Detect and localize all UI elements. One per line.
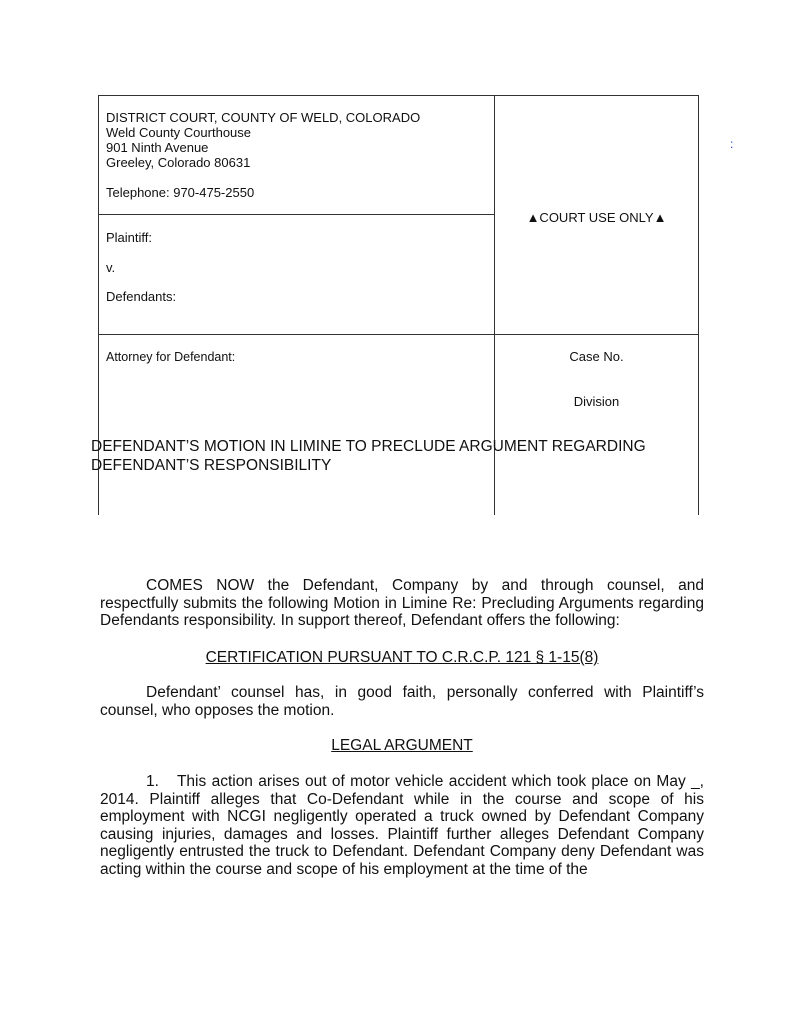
court-use-only-label: ▲COURT USE ONLY▲ [526,210,667,225]
certification-paragraph: Defendant’ counsel has, in good faith, personally conferred with Plaintiff’s counsel, who opposes the motion. [100,684,704,719]
margin-marker: : [730,137,734,151]
paragraph-1 [100,773,704,879]
legal-argument-heading: LEGAL ARGUMENT [331,737,473,754]
court-address-line-3: Greeley, Colorado 80631 [106,155,251,170]
court-name: DISTRICT COURT, COUNTY OF WELD, COLORADO [106,110,421,125]
court-address-line-2: 901 Ninth Avenue [106,140,209,155]
division-label: Division [573,394,620,409]
court-info-block [106,110,420,200]
caption-right-border [698,95,699,515]
caption-court-divider [98,214,495,215]
defendants-label: Defendants: [106,289,177,304]
paragraph-1-number: 1. [146,773,159,790]
court-telephone: Telephone: 970-475-2550 [106,185,255,200]
plaintiff-label: Plaintiff: [106,230,153,245]
motion-title-line-2: DEFENDANT’S RESPONSIBILITY [91,457,332,474]
court-address-line-1: Weld County Courthouse [106,125,252,140]
paragraph-1-text: This action arises out of motor vehicle accident which took place on May _, 2014. Plaintiff alleges that Co-Defendant while in the course and scope of his employment with NCGI negligently operated a truck owned by Defendant Company causing injuries, damages and losses. Plaintiff further alleges Defendant Company negligently entrusted the truck to Defendant. Defendant Company deny Defendant was acting within the course and scope of his employment at the time of the [100,773,704,878]
attorney-label: Attorney for Defendant: [106,350,236,364]
motion-title-line-1: DEFENDANT’S MOTION IN LIMINE TO PRECLUDE ARGUMENT REGARDING [91,438,646,455]
caption-top-border [98,95,699,96]
motion-title [91,437,646,475]
intro-paragraph: COMES NOW the Defendant, Company by and through counsel, and respectfully submits the following Motion in Limine Re: Precluding Arguments regarding Defendants responsibility. In support thereof, Defendant offers the following: [100,577,704,630]
case-number-label: Case No. [569,349,624,364]
caption-parties-divider [98,334,699,335]
certification-heading: CERTIFICATION PURSUANT TO C.R.C.P. 121 § 1-15(8) [205,649,599,666]
versus-label: v. [106,260,116,275]
